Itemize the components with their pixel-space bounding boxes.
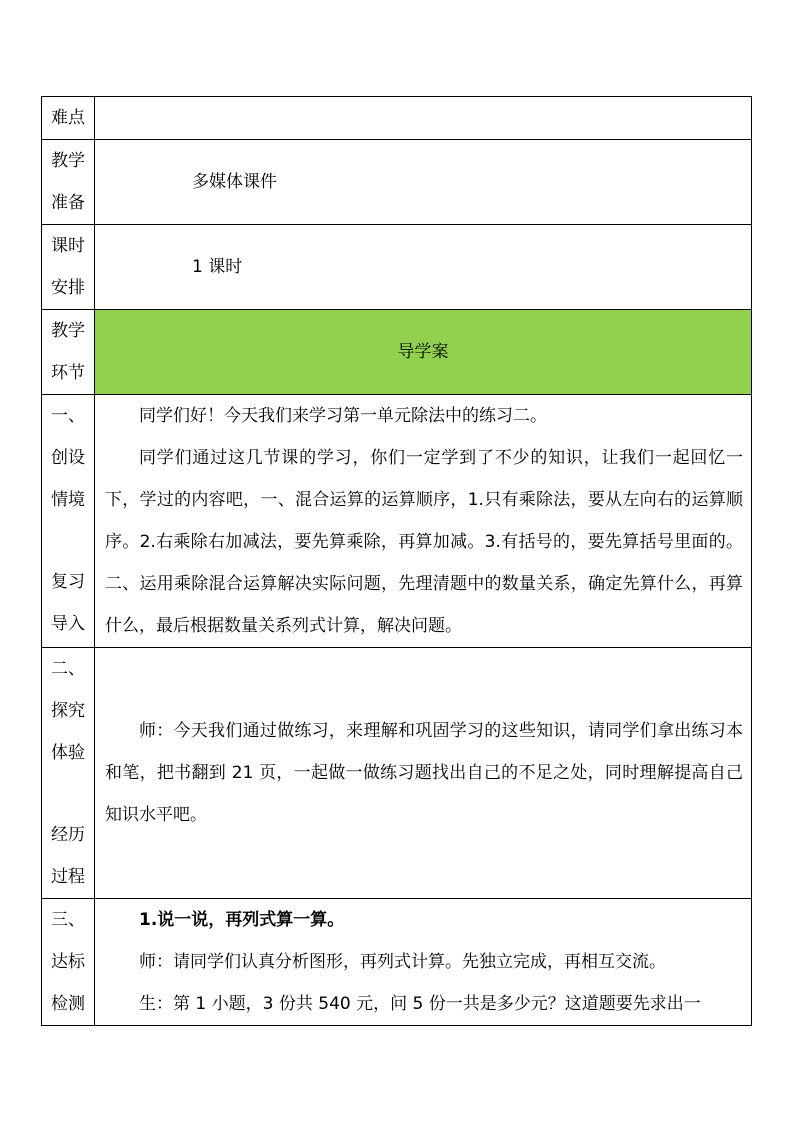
label-line: 达标 (51, 952, 85, 972)
row-label (42, 97, 95, 140)
prep-text: 多媒体课件 (192, 172, 277, 192)
label-line: 安排 (51, 278, 85, 298)
row-difficulty (42, 97, 752, 140)
explore-content (95, 648, 752, 899)
label-line: 难点 (51, 108, 85, 128)
label-line: 准备 (51, 193, 85, 213)
row-label (42, 648, 95, 899)
label-line: 情境 (51, 490, 85, 510)
label-line: 创设 (51, 448, 85, 468)
row-label (42, 225, 95, 310)
label-line: 体验 (51, 743, 85, 763)
paragraph: 同学们通过这几节课的学习，你们一定学到了不少的知识，让我们一起回忆一下，学过的内容吧，一、混合运算的运算顺序，1.只有乘除法，要从左向右的运算顺序。2.右乘除右加减法，要先算乘除，再算加减。3.有括号的，要先算括号里面的。二、运用乘除混合运算解决实际问题，先理清题中的数量关系，确定先算什么，再算什么，最后根据数量关系列式计算，解决问题。 (105, 448, 743, 636)
row-label (42, 395, 95, 648)
row-label (42, 899, 95, 1026)
label-line: 过程 (51, 867, 85, 887)
paragraph: 师：今天我们通过做练习，来理解和巩固学习的这些知识，请同学们拿出练习本和笔，把书翻到 21 页，一起做一做练习题找出自己的不足之处，同时理解提高自己知识水平吧。 (105, 721, 743, 825)
section-heading: 1.说一说，再列式算一算。 (139, 910, 345, 930)
label-line: 一、 (51, 406, 85, 426)
row-teaching-prep (42, 140, 752, 225)
difficulty-content (95, 97, 752, 140)
label-line: 三、 (51, 910, 85, 930)
label-line: 导入 (51, 614, 85, 634)
paragraph: 师：请同学们认真分析图形，再列式计算。先独立完成，再相互交流。 (139, 952, 666, 972)
label-line: 环节 (51, 363, 85, 383)
row-class-hours (42, 225, 752, 310)
label-line: 探究 (51, 701, 85, 721)
label-line: 教学 (51, 151, 85, 171)
paragraph: 同学们好！今天我们来学习第一单元除法中的练习二。 (139, 406, 547, 426)
row-intro (42, 395, 752, 648)
row-explore (42, 648, 752, 899)
row-check (42, 899, 752, 1026)
label-line: 经历 (51, 825, 85, 845)
stage-title: 导学案 (397, 342, 449, 362)
row-teaching-stage (42, 310, 752, 395)
intro-content (95, 395, 752, 648)
paragraph: 生：第 1 小题，3 份共 540 元，问 5 份一共是多少元？这道题要先求出一 (139, 994, 701, 1014)
label-line: 教学 (51, 321, 85, 341)
prep-content (95, 140, 752, 225)
lesson-plan-table (41, 96, 752, 1026)
label-line: 课时 (51, 236, 85, 256)
stage-header-cell (95, 310, 752, 395)
label-line: 复习 (51, 572, 85, 592)
time-text: 1 课时 (192, 257, 243, 277)
label-line: 二、 (51, 659, 85, 679)
time-content (95, 225, 752, 310)
row-label (42, 140, 95, 225)
check-content (95, 899, 752, 1026)
row-label (42, 310, 95, 395)
label-line: 检测 (51, 994, 85, 1014)
